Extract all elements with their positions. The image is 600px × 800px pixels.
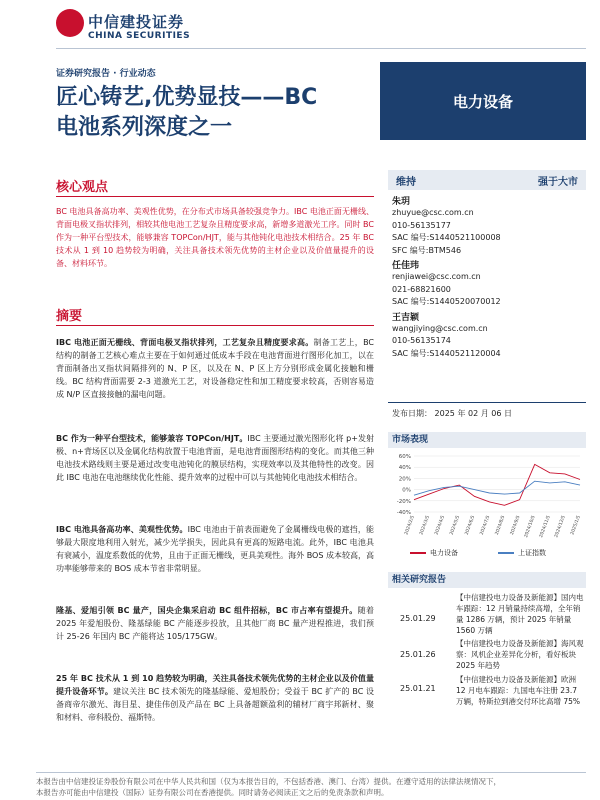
series-line: [414, 464, 580, 505]
summary-lead: IBC 电池正面无栅线、背面电极叉指状排列，工艺复杂且精度要求高。: [56, 338, 314, 347]
y-tick-label: -20%: [396, 498, 411, 505]
footer-line: 本报告由中信建投证券股份有限公司在中华人民共和国（仅为本报告目的，不包括香港、澳门、台湾）提供。在遵守适用的法律法规情况下，: [36, 777, 501, 786]
x-tick-label: 2024/11/5: [539, 514, 552, 539]
analyst-phone: 010-56135177: [392, 220, 451, 230]
header-divider: [56, 48, 586, 49]
x-tick-label: 2024/7/5: [479, 514, 492, 536]
analyst-sac: SAC 编号:S1440521100008: [392, 233, 501, 242]
summary-body: IBC 主要通过激光图形化将 p+发射极、n+背场区以及金属化结构放置于电池背面，是电池背面图形结构的变化。而其他三种电池技术路线则主要是通过改变电池钝化的膜层结构，实现效率以及其他特性的改变。因此 IBC 电池在电池继续优化性能、提升效率的过程中可以与其他钝化电池技术相结合。: [56, 434, 374, 482]
related-title[interactable]: 【中信建投电力设备及新能源】国内电车跟踪：12 月销量持续高增，全年销量 1286 万辆，预计 2025 年销量 1560 万辆: [456, 593, 584, 635]
summary-paragraph: [56, 523, 374, 575]
analyst-phone: 021-68821600: [392, 284, 451, 294]
y-tick-label: 20%: [398, 476, 411, 483]
x-tick-label: 2024/3/5: [419, 514, 431, 536]
chart-xticks: [403, 515, 582, 539]
summary-paragraph: [56, 604, 374, 643]
summary-paragraph: [56, 432, 374, 484]
related-title[interactable]: 【中信建投电力设备及新能源】欧洲 12 月电车跟踪：九国电车注册 23.7 万辆，特斯拉到港交付环比高增 75%: [456, 675, 581, 706]
x-tick-label: 2024/2/5: [404, 514, 416, 536]
report-title-line2: 电池系列深度之一: [56, 115, 233, 140]
analyst-name: 任佳玮: [392, 261, 420, 271]
related-heading: 相关研究报告: [388, 572, 586, 588]
related-date: 25.01.21: [400, 684, 436, 693]
summary-paragraph: [56, 672, 374, 724]
summary-heading: 摘要: [56, 309, 83, 324]
legend-swatch: [410, 552, 426, 554]
legend-label: 上证指数: [518, 549, 546, 557]
related-title[interactable]: 【中信建投电力设备及新能源】海风观察：风机企业差异化分析，看好板块 2025 年趋势: [456, 639, 584, 670]
brand-name-en: CHINA SECURITIES: [88, 31, 191, 41]
rating-value: 强于大市: [538, 176, 578, 188]
chart-legend: [410, 548, 586, 558]
core-text: BC 电池具备高功率、美观性优势，在分布式市场具备较强竞争力。IBC 电池正面无栅线、背面电极叉指状排列，相较其他电池工艺复杂且精度要求高，新增多道激光工序。同时 BC 作为一种平台型技术，能够兼容 TOPCon/HJT，能与其他钝化电池技术相结合。25 年 BC 技术从 1 到 10 趋势较为明确，关注具备技术领先优势的主材企业以及价值量提升的设备、材料环节。: [56, 207, 374, 268]
analyst-sac: SAC 编号:S1440520070012: [392, 297, 501, 306]
x-tick-label: 2024/8/5: [494, 514, 507, 536]
summary-lead: 隆基、爱旭引领 BC 量产，国央企集采启动 BC 组件招标，BC 市占率有望提升。: [56, 606, 358, 615]
summary-body: IBC 电池由于前表面避免了金属栅线电极的遮挡，能够最大限度地利用入射光，减少光学损失，因此具有更高的短路电流。此外，IBC 电池具有衰减小，温度系数低的优势，且由于正面无栅线，更具美观性。海外 BOS 成本较高，高功率能够带来的 BOS 成本节省非常明显。: [56, 525, 374, 573]
x-tick-label: 2024/10/5: [524, 514, 537, 539]
publish-date: 发布日期： 2025 年 02 月 06 日: [392, 409, 512, 418]
footer-line: 本报告亦可能由中信建投（国际）证券有限公司在香港提供。同时请务必阅读正文之后的免责条款和声明。: [36, 788, 389, 797]
analyst-sfc: SFC 编号:BTM546: [392, 245, 462, 255]
summary-body: 随着 2025 年爱旭股份、隆基绿能 BC 产能逐步投放，且其他厂商 BC 量产进程推进，我们预计 25-26 年国内 BC 产能将达 105/175GW。: [56, 606, 374, 641]
y-tick-label: -40%: [396, 510, 411, 516]
rating-bar: [388, 170, 586, 190]
summary-body: 制备工艺上，BC 结构的制备工艺核心难点主要在于如何通过低成本手段在电池背面进行图形化加工，以在背面制备出叉指状间隔排列的 N、P 区，以及在 N、P 区上方分别形成金属化接触和栅线。BC 结构背面需要 2-3 道激光工艺，对设备稳定性和加工精度要求较高，否则容易造成 N/P 区直接接触的漏电问题。: [56, 338, 375, 399]
summary-divider: [56, 325, 374, 326]
legend-label: 电力设备: [430, 549, 458, 557]
y-tick-label: 0%: [402, 487, 411, 494]
summary-paragraph: [56, 336, 374, 401]
legend-item: [498, 548, 546, 558]
x-tick-label: 2024/5/5: [449, 514, 462, 536]
analyst-email[interactable]: wangjiying@csc.com.cn: [392, 323, 488, 333]
analyst-email[interactable]: zhuyue@csc.com.cn: [392, 208, 474, 217]
analyst-block: [392, 194, 586, 360]
x-tick-label: 2025/1/5: [570, 514, 582, 536]
summary-lead: IBC 电池具备高功率、美观性优势。: [56, 525, 188, 534]
summary-body: 建议关注 BC 技术领先的隆基绿能、爱旭股份；受益于 BC 扩产的 BC 设备商帝尔激光、海目星、捷佳伟创及产品在 BC 上具备超额盈利的辅材厂商宇邦新材、聚和材料、帝科股份、福斯特。: [56, 687, 374, 722]
chart-axis: [397, 454, 580, 516]
analyst-sac: SAC 编号:S1440521120004: [392, 348, 501, 358]
x-tick-label: 2024/9/5: [509, 514, 522, 536]
report-type: 证券研究报告 · 行业动态: [56, 69, 156, 79]
chart-series: [414, 464, 580, 505]
market-chart: [388, 450, 586, 560]
market-heading: 市场表现: [388, 432, 586, 448]
legend-swatch: [498, 552, 514, 554]
series-line: [414, 481, 580, 495]
legend-item: [410, 548, 458, 558]
y-tick-label: 60%: [398, 454, 411, 460]
report-title-line1: 匠心铸艺,优势显技——BC: [56, 85, 318, 110]
publish-divider: [388, 402, 586, 403]
industry-label: 电力设备: [380, 62, 586, 140]
brand-name-cn: 中信建投证券: [88, 13, 185, 31]
x-tick-label: 2024/12/5: [554, 514, 567, 539]
analyst-name: 朱玥: [392, 197, 411, 207]
analyst-name: 王吉颖: [392, 312, 420, 323]
footer-disclaimer: [0, 776, 600, 798]
related-date: 25.01.26: [400, 650, 436, 659]
related-date: 25.01.29: [400, 614, 436, 623]
analyst-email[interactable]: renjiawei@csc.com.cn: [392, 272, 481, 281]
brand-logo-icon: [56, 9, 84, 37]
x-tick-label: 2024/4/5: [434, 514, 447, 536]
summary-lead: 25 年 BC 技术从 1 到 10 趋势较为明确，关注具备技术领先优势的主材企业以及价值量提升设备环节。: [56, 674, 374, 696]
analyst-phone: 010-56135174: [392, 336, 451, 345]
summary-lead: BC 作为一种平台型技术，能够兼容 TOPCon/HJT。: [56, 434, 248, 443]
footer-divider: [36, 772, 586, 773]
core-heading: 核心观点: [56, 180, 109, 195]
core-divider: [56, 196, 374, 197]
y-tick-label: 40%: [398, 465, 411, 472]
rating-action: 维持: [396, 176, 416, 188]
x-tick-label: 2024/6/5: [464, 514, 477, 536]
